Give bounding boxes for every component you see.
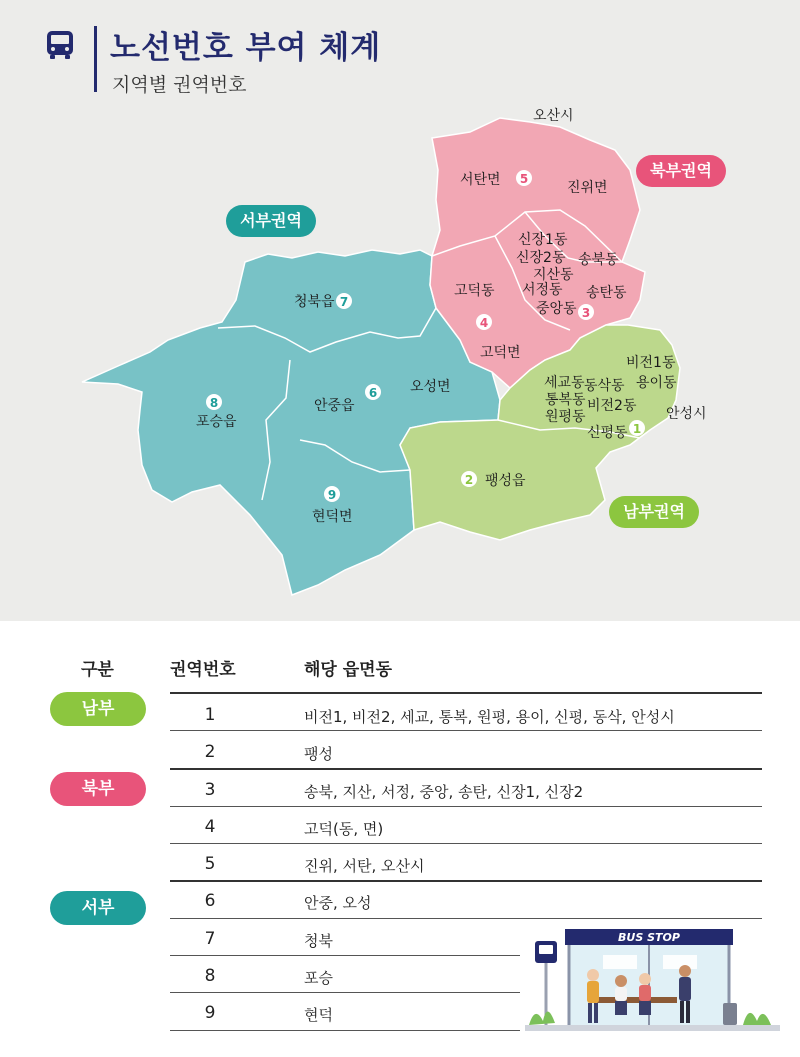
zone-pill-north: 북부권역 <box>636 155 726 187</box>
zone-number: 6 <box>204 891 216 911</box>
category-south: 남부 <box>50 692 146 726</box>
svg-text:5: 5 <box>519 172 529 186</box>
row-divider <box>170 955 520 956</box>
label-jinwimyeon: 진위면 <box>567 180 608 196</box>
zone-areas: 현덕 <box>304 1006 333 1024</box>
label-sinjang1: 신장1동 <box>518 232 568 248</box>
page-subtitle: 지역별 권역번호 <box>112 74 247 96</box>
zone-pill-south: 남부권역 <box>609 496 699 528</box>
row-divider <box>170 918 762 919</box>
zone-number: 1 <box>204 705 216 725</box>
label-jisan: 지산동 <box>533 267 574 283</box>
svg-text:2: 2 <box>464 473 474 487</box>
row-divider <box>170 806 762 807</box>
zone-number: 9 <box>204 1003 216 1023</box>
svg-text:9: 9 <box>327 488 337 502</box>
zone-number: 4 <box>204 817 216 837</box>
label-seotanmyeon: 서탄면 <box>460 172 501 188</box>
row-divider <box>170 768 762 770</box>
category-west: 서부 <box>50 891 146 925</box>
label-anseongsi: 안성시 <box>666 406 707 422</box>
label-yongi: 용이동 <box>636 375 677 391</box>
label-songbuk: 송북동 <box>578 252 619 268</box>
zone-areas: 송북, 지산, 서정, 중앙, 송탄, 신장1, 신장2 <box>304 783 584 801</box>
bus-stop-illustration <box>525 925 780 1033</box>
zone-areas: 진위, 서탄, 오산시 <box>304 857 425 875</box>
row-divider <box>170 730 762 731</box>
label-bijeon2: 비전2동 <box>587 398 637 414</box>
label-sinjang2: 신장2동 <box>516 250 566 266</box>
svg-text:4: 4 <box>479 316 489 330</box>
label-jungang: 중앙동 <box>536 301 577 317</box>
label-sinpyeong: 신평동 <box>587 425 628 441</box>
label-oseong: 오성면 <box>410 379 451 395</box>
label-poseung: 포승읍 <box>196 414 237 430</box>
label-hyeondeok: 현덕면 <box>312 509 353 525</box>
category-north: 북부 <box>50 772 146 806</box>
label-wonpyeong: 원평동 <box>545 409 586 425</box>
svg-text:8: 8 <box>209 396 219 410</box>
row-divider <box>170 992 520 993</box>
svg-text:3: 3 <box>581 306 591 320</box>
table-top-rule <box>170 692 762 694</box>
zone-number: 7 <box>204 929 216 949</box>
label-anjung: 안중읍 <box>314 398 355 414</box>
label-bijeon1: 비전1동 <box>626 355 676 371</box>
svg-text:7: 7 <box>339 295 349 309</box>
zone-areas: 포승 <box>304 969 333 987</box>
svg-text:1: 1 <box>632 422 642 436</box>
zone-areas: 팽성 <box>304 745 333 763</box>
header-zone-number: 권역번호 <box>170 660 236 680</box>
label-paengseong: 팽성읍 <box>485 473 526 489</box>
zone-areas: 비전1, 비전2, 세교, 통복, 원평, 용이, 신평, 동삭, 안성시 <box>304 708 675 726</box>
page-title: 노선번호 부여 체계 <box>110 30 382 66</box>
header-category: 구분 <box>81 660 114 680</box>
zone-areas: 안중, 오성 <box>304 894 372 912</box>
zone-number: 3 <box>204 780 216 800</box>
label-cheongbuk: 청북읍 <box>294 294 335 310</box>
label-tongbok: 통복동 <box>545 392 586 408</box>
zone-number: 5 <box>204 854 216 874</box>
label-godeokmyeon: 고덕면 <box>480 345 521 361</box>
table-bottom-rule <box>170 1030 520 1031</box>
label-dongsak: 동삭동 <box>584 378 625 394</box>
zone-number: 8 <box>204 966 216 986</box>
label-godeokdong: 고덕동 <box>454 283 495 299</box>
row-divider <box>170 843 762 844</box>
bus-stop-sign-text: BUS STOP <box>618 931 680 944</box>
label-segyo: 세교동 <box>544 375 585 391</box>
zone-areas: 청북 <box>304 932 333 950</box>
header-areas: 해당 읍면동 <box>304 660 393 680</box>
row-divider <box>170 880 762 882</box>
zone-number: 2 <box>204 742 216 762</box>
zone-areas: 고덕(동, 면) <box>304 820 384 838</box>
zone-pill-west: 서부권역 <box>226 205 316 237</box>
label-seojeong: 서정동 <box>522 282 563 298</box>
label-songtan: 송탄동 <box>586 285 627 301</box>
svg-text:6: 6 <box>368 386 378 400</box>
label-osansi: 오산시 <box>533 108 574 124</box>
